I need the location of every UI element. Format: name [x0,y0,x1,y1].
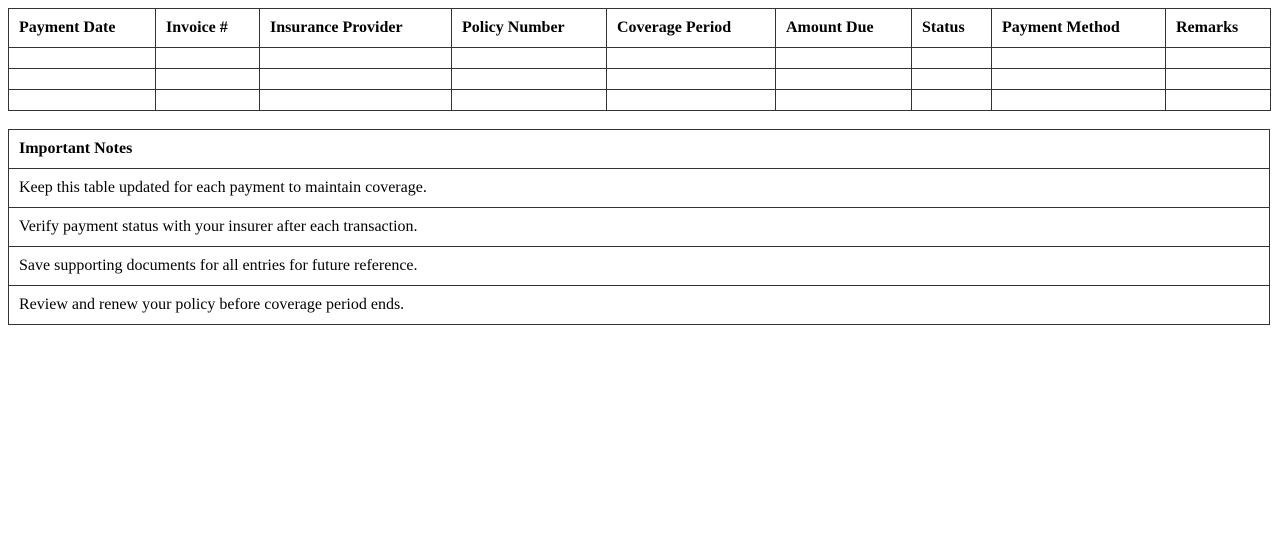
col-header-invoice: Invoice # [156,9,260,48]
col-header-payment-method: Payment Method [992,9,1166,48]
table-cell [776,90,912,111]
table-cell [776,48,912,69]
note-row [9,208,1270,247]
table-cell [452,90,607,111]
table-cell [9,69,156,90]
table-cell [260,48,452,69]
table-cell [260,69,452,90]
col-header-policy-number: Policy Number [452,9,607,48]
table-cell [912,90,992,111]
important-notes-table [8,129,1270,325]
table-cell [992,90,1166,111]
note-row [9,169,1270,208]
table-row [9,90,1271,111]
table-cell [992,69,1166,90]
note-item: Keep this table updated for each payment to maintain coverage. [9,169,1270,208]
table-cell [912,48,992,69]
table-cell [992,48,1166,69]
table-cell [1166,69,1271,90]
table-cell [9,90,156,111]
note-item: Review and renew your policy before coverage period ends. [9,286,1270,325]
table-cell [607,69,776,90]
notes-header-row [9,130,1270,169]
note-row [9,286,1270,325]
table-cell [607,90,776,111]
table-cell [452,48,607,69]
table-cell [156,90,260,111]
note-item: Verify payment status with your insurer after each transaction. [9,208,1270,247]
table-row [9,69,1271,90]
notes-title: Important Notes [9,130,1270,169]
note-item: Save supporting documents for all entries for future reference. [9,247,1270,286]
table-cell [912,69,992,90]
header-row [9,9,1271,48]
note-row [9,247,1270,286]
payments-table [8,8,1271,111]
col-header-amount-due: Amount Due [776,9,912,48]
table-cell [452,69,607,90]
col-header-insurance-provider: Insurance Provider [260,9,452,48]
table-cell [9,48,156,69]
table-row [9,48,1271,69]
col-header-remarks: Remarks [1166,9,1271,48]
table-cell [1166,48,1271,69]
page-content [8,8,1270,325]
col-header-status: Status [912,9,992,48]
col-header-coverage-period: Coverage Period [607,9,776,48]
col-header-payment-date: Payment Date [9,9,156,48]
table-cell [156,48,260,69]
table-cell [607,48,776,69]
table-cell [1166,90,1271,111]
table-cell [260,90,452,111]
table-cell [776,69,912,90]
table-cell [156,69,260,90]
